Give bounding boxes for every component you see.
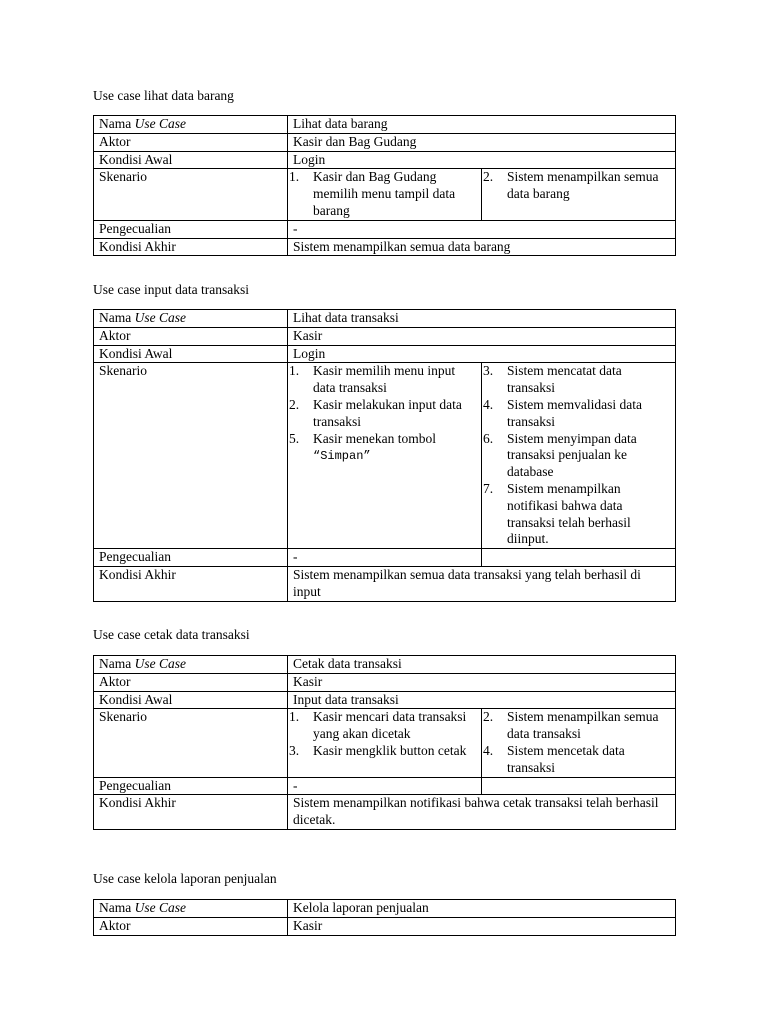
table-row	[94, 900, 676, 918]
table-row	[94, 116, 676, 134]
row-label: Aktor	[94, 327, 288, 345]
row-value: -	[288, 549, 482, 567]
table-row	[94, 549, 676, 567]
step-number: 3.	[289, 742, 300, 758]
row-label: Skenario	[94, 709, 288, 777]
list-item	[483, 742, 670, 777]
row-value: Input data transaksi	[288, 691, 676, 709]
use-case-table	[93, 899, 676, 936]
step-text: Sistem mencatat data transaksi	[507, 363, 622, 396]
step-text: Kasir mengklik button cetak	[313, 742, 467, 758]
use-case-table	[93, 115, 676, 256]
row-label: Skenario	[94, 363, 288, 549]
step-number: 4.	[483, 742, 494, 758]
step-text: Kasir dan Bag Gudang memilih menu tampil data barang	[313, 169, 456, 218]
table-row	[94, 169, 676, 220]
step-number: 2.	[483, 169, 494, 185]
list-item	[483, 169, 670, 203]
list-item	[289, 396, 476, 431]
row-value: Lihat data transaksi	[288, 310, 676, 328]
scenario-actor-steps	[288, 709, 482, 777]
step-number: 7.	[483, 480, 494, 496]
row-label: Pengecualian	[94, 549, 288, 567]
row-value-empty	[482, 549, 676, 567]
label-emphasis: Use Case	[134, 116, 186, 131]
row-value: Sistem menampilkan semua data transaksi yang telah berhasil di input	[288, 566, 676, 601]
list-item	[483, 480, 670, 548]
row-value: Sistem menampilkan semua data barang	[288, 238, 676, 256]
table-row	[94, 151, 676, 169]
row-value: Kasir	[288, 327, 676, 345]
table-row	[94, 133, 676, 151]
use-case-table	[93, 309, 676, 602]
row-label: Kondisi Akhir	[94, 795, 288, 830]
table-row	[94, 363, 676, 549]
row-label: Pengecualian	[94, 777, 288, 795]
step-number: 4.	[483, 396, 494, 412]
step-text: Kasir melakukan input data transaksi	[313, 396, 462, 429]
section-title: Use case input data transaksi	[93, 282, 249, 297]
row-label: Aktor	[94, 917, 288, 935]
table-row	[94, 691, 676, 709]
step-number: 1.	[289, 709, 300, 725]
row-value: Lihat data barang	[288, 116, 676, 134]
table-row	[94, 345, 676, 363]
table-row	[94, 709, 676, 777]
row-label: Aktor	[94, 133, 288, 151]
label-emphasis: Use Case	[134, 900, 186, 915]
scenario-actor-steps	[288, 363, 482, 549]
row-label	[94, 900, 288, 918]
row-value: Kelola laporan penjualan	[288, 900, 676, 918]
row-value: Cetak data transaksi	[288, 656, 676, 674]
list-item	[483, 396, 670, 431]
label-text: Nama	[99, 900, 135, 915]
step-number: 2.	[483, 709, 494, 725]
step-number: 1.	[289, 363, 300, 379]
step-text: Kasir menekan tombol	[313, 430, 436, 446]
list-item	[289, 709, 476, 743]
button-name-text: “Simpan”	[313, 449, 371, 464]
table-row	[94, 673, 676, 691]
section-title: Use case kelola laporan penjualan	[93, 871, 277, 886]
table-row	[94, 327, 676, 345]
row-label	[94, 310, 288, 328]
row-label: Pengecualian	[94, 220, 288, 238]
row-label: Kondisi Akhir	[94, 238, 288, 256]
table-row	[94, 917, 676, 935]
step-text: Kasir memilih menu input data transaksi	[313, 363, 456, 396]
row-label: Kondisi Awal	[94, 345, 288, 363]
row-value-empty	[482, 777, 676, 795]
step-number: 2.	[289, 396, 300, 412]
row-label	[94, 656, 288, 674]
table-row	[94, 238, 676, 256]
table-row	[94, 566, 676, 601]
step-text: Sistem memvalidasi data transaksi	[507, 396, 642, 429]
table-row	[94, 220, 676, 238]
scenario-system-steps	[482, 363, 676, 549]
row-label: Skenario	[94, 169, 288, 220]
scenario-system-steps	[482, 709, 676, 777]
list-item	[483, 363, 670, 397]
list-item	[483, 709, 670, 743]
label-text: Nama	[99, 116, 135, 131]
label-text: Nama	[99, 656, 135, 671]
step-number: 1.	[289, 169, 300, 185]
step-number: 6.	[483, 430, 494, 446]
row-label: Aktor	[94, 673, 288, 691]
row-label: Kondisi Akhir	[94, 566, 288, 601]
list-item	[289, 363, 476, 397]
row-value: Kasir dan Bag Gudang	[288, 133, 676, 151]
row-value: -	[288, 777, 482, 795]
row-value: Kasir	[288, 673, 676, 691]
table-row	[94, 777, 676, 795]
step-text: Sistem mencetak data transaksi	[507, 742, 625, 775]
label-text: Nama	[99, 310, 135, 325]
use-case-table	[93, 655, 676, 830]
step-text: Sistem menampilkan semua data transaksi	[507, 709, 659, 742]
list-item	[289, 430, 476, 466]
scenario-system-steps	[482, 169, 676, 220]
table-row	[94, 656, 676, 674]
step-text: Sistem menampilkan notifikasi bahwa data transaksi telah berhasil diinput.	[507, 480, 631, 547]
table-row	[94, 795, 676, 830]
row-label: Kondisi Awal	[94, 151, 288, 169]
section-title: Use case cetak data transaksi	[93, 627, 250, 642]
label-emphasis: Use Case	[134, 310, 186, 325]
row-value: Login	[288, 151, 676, 169]
step-number: 3.	[483, 363, 494, 379]
row-value: Login	[288, 345, 676, 363]
step-number: 5.	[289, 430, 300, 446]
step-text: Sistem menyimpan data transaksi penjualan ke database	[507, 430, 637, 480]
step-text: Kasir mencari data transaksi yang akan dicetak	[313, 709, 467, 742]
row-label: Kondisi Awal	[94, 691, 288, 709]
row-value: Sistem menampilkan notifikasi bahwa cetak transaksi telah berhasil dicetak.	[288, 795, 676, 830]
label-emphasis: Use Case	[134, 656, 186, 671]
row-value: -	[288, 220, 676, 238]
list-item	[289, 742, 476, 760]
list-item	[289, 169, 476, 219]
list-item	[483, 430, 670, 481]
step-text: Sistem menampilkan semua data barang	[507, 169, 659, 202]
row-label	[94, 116, 288, 134]
section-title: Use case lihat data barang	[93, 88, 234, 103]
table-row	[94, 310, 676, 328]
scenario-actor-steps	[288, 169, 482, 220]
row-value: Kasir	[288, 917, 676, 935]
